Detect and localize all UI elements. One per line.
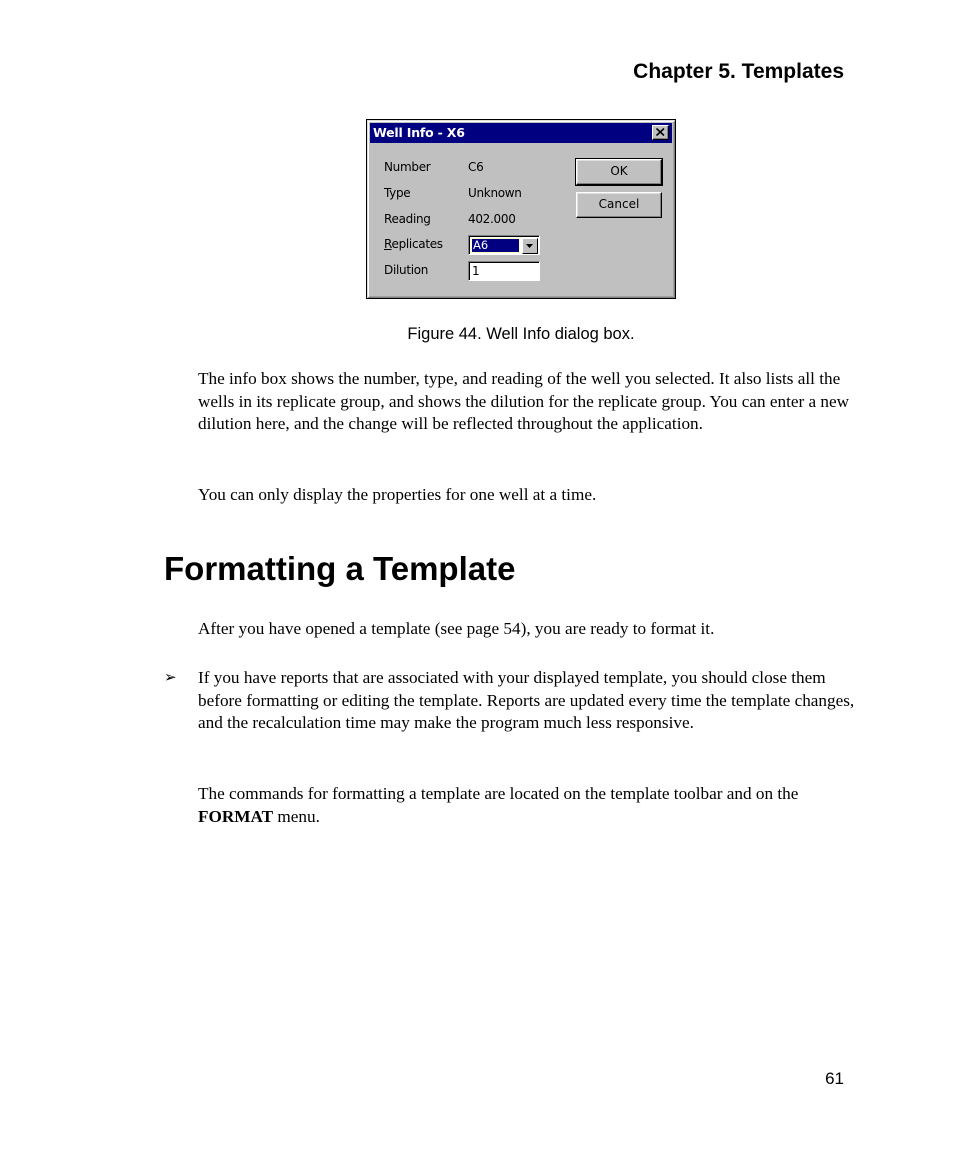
replicates-selected-value: A6	[472, 239, 519, 252]
one-well-paragraph: You can only display the properties for one well at a time.	[198, 485, 597, 504]
number-value: C6	[468, 160, 484, 174]
reading-value: 402.000	[468, 212, 516, 226]
dilution-input[interactable]: 1	[468, 261, 540, 281]
commands-text-end: menu.	[273, 806, 320, 826]
ok-button[interactable]: OK	[576, 159, 662, 185]
cancel-button[interactable]: Cancel	[576, 192, 662, 218]
section-heading: Formatting a Template	[164, 550, 516, 587]
replicates-dropdown[interactable]	[468, 235, 540, 255]
well-info-dialog	[366, 119, 676, 299]
after-open-paragraph: After you have opened a template (see page 54), you are ready to format it.	[198, 619, 715, 638]
dropdown-arrow-button[interactable]	[522, 238, 538, 254]
type-value: Unknown	[468, 186, 522, 200]
close-button[interactable]	[652, 125, 669, 140]
chevron-down-icon	[526, 244, 534, 248]
bullet-reports-paragraph: If you have reports that are associated with your displayed template, you should close them before formatting or editing the template. Reports are updated every time the template changes, and the recalculation time may make the program much less responsive.	[198, 668, 855, 732]
chapter-header: Chapter 5. Templates	[633, 60, 844, 83]
format-menu-name: FORMAT	[198, 806, 274, 826]
close-icon	[656, 128, 665, 136]
type-label: Type	[384, 186, 411, 200]
reading-label: Reading	[384, 212, 431, 226]
dialog-titlebar[interactable]	[370, 123, 672, 143]
replicates-label	[384, 237, 443, 251]
dialog-title: Well Info - X6	[373, 125, 465, 140]
commands-paragraph	[198, 783, 858, 828]
replicates-label-rest: eplicates	[391, 237, 443, 251]
bullet-arrow-icon: ➢	[164, 670, 177, 686]
number-label: Number	[384, 160, 431, 174]
figure-caption: Figure 44. Well Info dialog box.	[407, 325, 635, 343]
dilution-label: Dilution	[384, 263, 429, 277]
commands-text-start: The commands for formatting a template are located on the template toolbar and on the	[198, 784, 799, 803]
info-box-paragraph: The info box shows the number, type, and reading of the well you selected. It also lists all the wells in its replicate group, and shows the dilution for the replicate group. You can enter a new dilution here, and the change will be reflected throughout the application.	[198, 369, 850, 433]
replicates-accel-key: R	[384, 237, 392, 251]
page-number: 61	[825, 1069, 844, 1088]
